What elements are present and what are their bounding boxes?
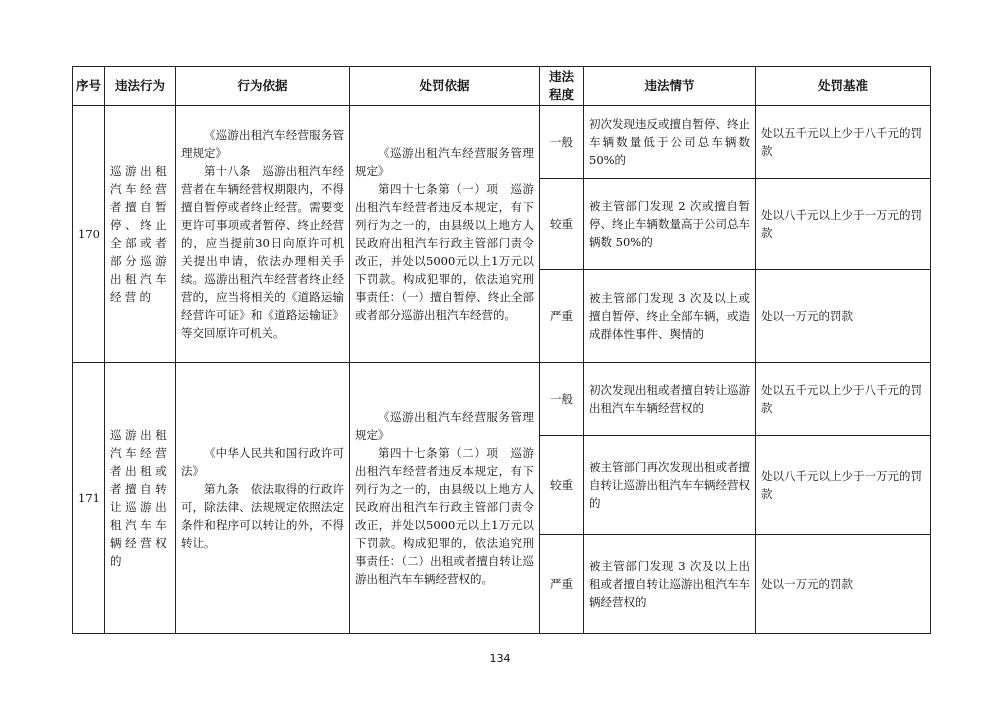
- penalty-text: 第四十七条第（一）项 巡游出租汽车经营者违反本规定，有下列行为之一的，由县级以上地方人民政府出租汽车行政主管部门责令改正，并处以5000元以上1万元以下罚款。构成犯罪的，依法追究刑事责任：（一）擅自暂停、终止全部或者部分巡游出租汽车经营的。: [355, 182, 534, 322]
- row-number: 171: [73, 363, 105, 634]
- degree-cell: 一般: [540, 106, 584, 179]
- penalty-text: 第四十七条第（二）项 巡游出租汽车经营者违反本规定，有下列行为之一的，由县级以上地方人民政府出租汽车行政主管部门责令改正，并处以5000元以上1万元以下罚款。构成犯罪的，依法追究刑事责任：（二）出租或者擅自转让巡游出租汽车车辆经营权的。: [355, 446, 534, 586]
- violation-act: 巡游出租汽车经营者出租或者擅自转让巡游出租汽车车辆经营权的: [105, 363, 176, 634]
- circumstance-cell: 被主管部门发现 2 次或擅自暂停、终止车辆数量高于公司总车辆数 50%的: [584, 179, 756, 270]
- degree-cell: 一般: [540, 363, 584, 436]
- header-basis: 行为依据: [176, 67, 350, 106]
- table-row: [73, 106, 931, 179]
- circumstance-cell: 被主管部门发现 3 次及以上出租或者擅自转让巡游出租汽车车辆经营权的: [584, 535, 756, 634]
- penalty-basis: [350, 106, 540, 363]
- degree-cell: 较重: [540, 179, 584, 270]
- degree-cell: 较重: [540, 436, 584, 535]
- penalty-title: 《巡游出租汽车经营服务管理规定》: [355, 146, 534, 178]
- circumstance-cell: 被主管部门发现 3 次及以上或擅自暂停、终止全部车辆，或造成群体性事件、舆情的: [584, 270, 756, 363]
- header-penalty-basis: 处罚依据: [350, 67, 540, 106]
- penalty-title: 《巡游出租汽车经营服务管理规定》: [355, 410, 534, 442]
- degree-cell: 严重: [540, 270, 584, 363]
- header-no: 序号: [73, 67, 105, 106]
- penalty-basis: [350, 363, 540, 634]
- standard-cell: 处以一万元的罚款: [756, 270, 931, 363]
- standard-cell: 处以八千元以上少于一万元的罚款: [756, 179, 931, 270]
- circumstance-cell: 初次发现出租或者擅自转让巡游出租汽车车辆经营权的: [584, 363, 756, 436]
- degree-cell: 严重: [540, 535, 584, 634]
- basis-text: 第九条 依法取得的行政许可，除法律、法规规定依照法定条件和程序可以转让的外，不得转让。: [181, 482, 344, 550]
- basis-title: 《巡游出租汽车经营服务管理规定》: [181, 128, 344, 160]
- behavior-basis: [176, 363, 350, 634]
- violation-act: 巡游出租汽车经营者擅自暂停、终止全部或者部分巡游出租汽车经营的: [105, 106, 176, 363]
- row-number: 170: [73, 106, 105, 363]
- header-act: 违法行为: [105, 67, 176, 106]
- behavior-basis: [176, 106, 350, 363]
- basis-text: 第十八条 巡游出租汽车经营者在车辆经营权期限内，不得擅自暂停或者终止经营。需要变更许可事项或者暂停、终止经营的，应当提前30日向原许可机关提出申请，依法办理相关手续。巡游出租汽车经营者终止经营的，应当将相关的《道路运输经营许可证》和《道路运输证》等交回原许可机关。: [181, 164, 344, 340]
- header-circumstance: 违法情节: [584, 67, 756, 106]
- header-standard: 处罚基准: [756, 67, 931, 106]
- circumstance-cell: 初次发现违反或擅自暂停、终止车辆数量低于公司总车辆数50%的: [584, 106, 756, 179]
- standard-cell: 处以一万元的罚款: [756, 535, 931, 634]
- header-degree: 违法程度: [540, 67, 584, 106]
- standard-cell: 处以八千元以上少于一万元的罚款: [756, 436, 931, 535]
- standard-cell: 处以五千元以上少于八千元的罚款: [756, 106, 931, 179]
- table-row: [73, 363, 931, 436]
- circumstance-cell: 被主管部门再次发现出租或者擅自转让巡游出租汽车车辆经营权的: [584, 436, 756, 535]
- page-number: 134: [489, 652, 511, 665]
- standard-cell: 处以五千元以上少于八千元的罚款: [756, 363, 931, 436]
- header-row: [73, 67, 931, 106]
- basis-title: 《中华人民共和国行政许可法》: [181, 446, 344, 478]
- penalty-table: [72, 66, 931, 634]
